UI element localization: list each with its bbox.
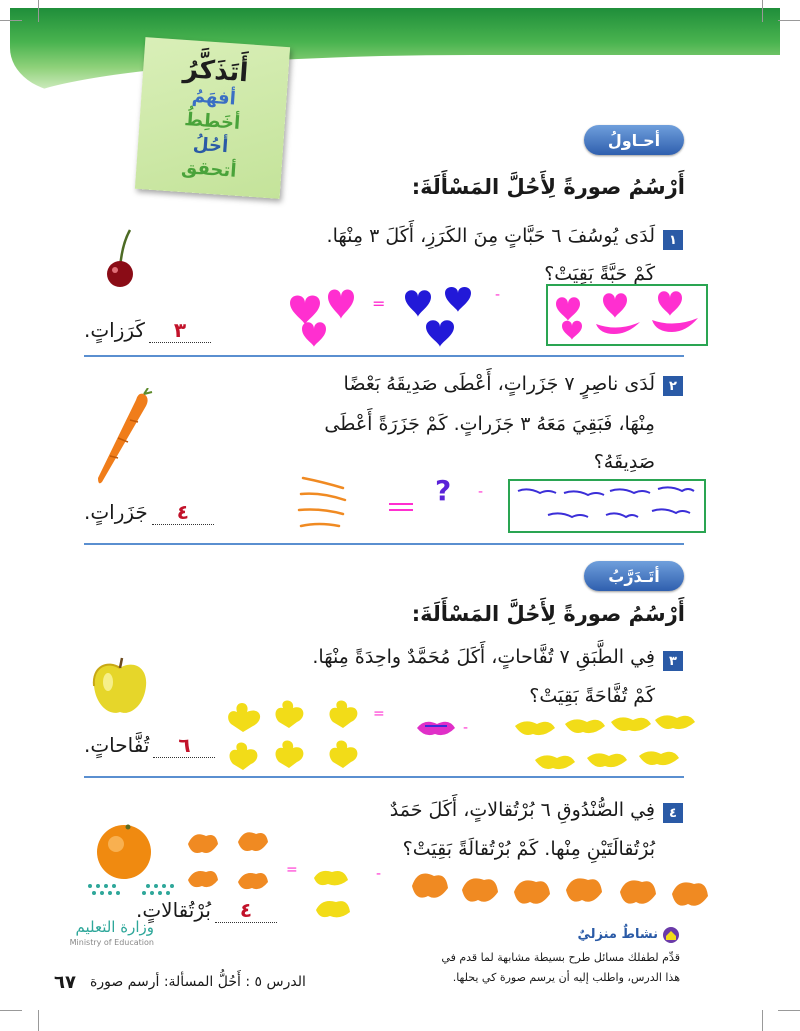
q2-answer[interactable]: ٤	[152, 500, 214, 525]
minus-sign: -	[376, 866, 382, 882]
q2-total-carrots	[510, 481, 704, 531]
crop-mark	[762, 1010, 763, 1031]
q4-text-line2: بُرْتُقالَتَيْنِ مِنْها. كَمْ بُرْتُقالَةً بَقِيَتْ؟	[402, 838, 655, 860]
question-number: ١	[663, 230, 683, 250]
equals-sign	[389, 504, 413, 510]
q1-result-hearts	[290, 290, 354, 348]
question-number: ٢	[663, 376, 683, 396]
q1-answer-row	[84, 318, 211, 343]
note-line-plan: أخَطِطُ	[183, 109, 241, 134]
crop-mark	[38, 1010, 39, 1031]
q4-subtracted-oranges	[314, 871, 350, 917]
home-activity-icon	[662, 926, 680, 944]
lesson-title: الدرس ٥ : أَحُلُّ المسألة: أرسم صورة	[90, 974, 306, 990]
q3-unit: تُفَّاحاتٍ.	[84, 733, 150, 757]
q2-text-line3: صَدِيقَهُ؟	[593, 451, 655, 473]
crop-mark	[778, 20, 800, 21]
divider	[84, 543, 684, 545]
minus-sign: -	[478, 484, 484, 500]
ministry-logo-icon	[82, 880, 182, 914]
ministry-arabic: وزارة التعليم	[75, 918, 154, 936]
q1-text-line2: كَمْ حَبَّةً بَقِيَتْ؟	[544, 263, 655, 285]
q3-total-apples	[515, 715, 695, 769]
equals-sign: =	[373, 706, 385, 722]
q3-text-line1: فِي الطَّبَقِ ٧ تُفَّاحاتٍ، أَكَلَ مُحَمَّدٌ واحِدَةً مِنْهَا.	[312, 646, 655, 668]
crop-mark	[38, 0, 39, 22]
equals-sign: =	[286, 862, 298, 878]
q2-drawing	[295, 470, 495, 540]
home-activity-title: نشاطٌ منزليٌ	[577, 927, 658, 942]
q3-text-line2: كَمْ تُفَّاحَةً بَقِيَتْ؟	[529, 685, 655, 707]
q1-total-box	[546, 284, 708, 346]
q2-text-line1: لَدَى ناصِرٍ ٧ جَزَراتٍ، أَعْطَى صَدِيقَهُ بَعْضًا	[343, 373, 655, 395]
question-number: ٤	[663, 803, 683, 823]
q4-text-line1: فِي الصُّنْدُوقِ ٦ بُرْتُقالاتٍ، أَكَلَ حَمَدٌ	[389, 799, 655, 821]
note-line-check: أتحقق	[180, 156, 238, 182]
practice-pill: أتَـدَرَّبُ	[584, 561, 684, 591]
orange-image	[92, 818, 156, 882]
section2-heading: أَرْسُمُ صورةً لِأَحُلَّ المَسْأَلَةَ:	[411, 602, 685, 626]
home-activity-line2: هذا الدرس، واطلب إليه أن يرسم صورة كي يحلها.	[452, 971, 680, 984]
note-line-understand: أفهَمُ	[191, 85, 237, 110]
q3-result-apples	[228, 701, 357, 771]
q3-drawing	[225, 698, 705, 778]
home-activity-line1: قدِّم لطفلك مسائل طرح بسيطة مشابهة لما قدم في	[441, 951, 680, 964]
q4-total-oranges	[412, 874, 708, 906]
q2-result-carrots	[299, 478, 345, 526]
note-line-solve: أحُلُ	[192, 133, 229, 158]
question-number: ٣	[663, 651, 683, 671]
q1-subtracted-hearts	[405, 287, 471, 347]
minus-sign: -	[495, 287, 501, 303]
try-pill: أحـاولُ	[584, 125, 684, 155]
q2-text-line2: مِنْهَا، فَبَقِيَ مَعَهُ ٣ جَزَراتٍ. كَمْ جَزَرَةً أَعْطَى	[324, 413, 655, 435]
divider	[84, 776, 684, 778]
q2-answer-row	[84, 500, 214, 525]
crop-mark	[0, 1010, 22, 1011]
q4-answer[interactable]: ٤	[215, 898, 277, 923]
q3-answer-row	[84, 733, 215, 758]
q1-answer[interactable]: ٣	[149, 318, 211, 343]
q2-total-box	[508, 479, 706, 533]
q4-unit: بُرْتُقالاتٍ.	[136, 898, 211, 922]
carrot-image	[88, 388, 158, 488]
page-number: ٦٧	[54, 972, 76, 993]
cherry-image	[98, 226, 148, 291]
apple-image	[88, 654, 152, 718]
q4-result-oranges	[188, 832, 268, 889]
q3-answer[interactable]: ٦	[153, 733, 215, 758]
q1-total-hearts	[548, 286, 706, 344]
crop-mark	[762, 0, 763, 22]
remember-note	[135, 37, 290, 199]
q1-text-line1: لَدَى يُوسُفَ ٦ حَبَّاتٍ مِنَ الكَرَزِ، أَكَلَ ٣ مِنْهَا.	[326, 225, 655, 247]
section1-heading: أَرْسُمُ صورةً لِأَحُلَّ المَسْأَلَةَ:	[411, 175, 685, 199]
unknown-question-mark: ?	[435, 474, 452, 507]
ministry-english: Ministry of Education	[69, 938, 154, 947]
equals-sign: =	[372, 294, 386, 313]
q1-unit: كَرَزاتٍ.	[84, 318, 145, 342]
q3-subtracted-apple	[417, 722, 455, 735]
crop-mark	[778, 1010, 800, 1011]
note-title: أَتَذَكَّرُ	[182, 53, 250, 89]
minus-sign: -	[463, 720, 469, 736]
crop-mark	[0, 20, 22, 21]
q2-unit: جَزَراتٍ.	[84, 500, 148, 524]
divider	[84, 355, 684, 357]
